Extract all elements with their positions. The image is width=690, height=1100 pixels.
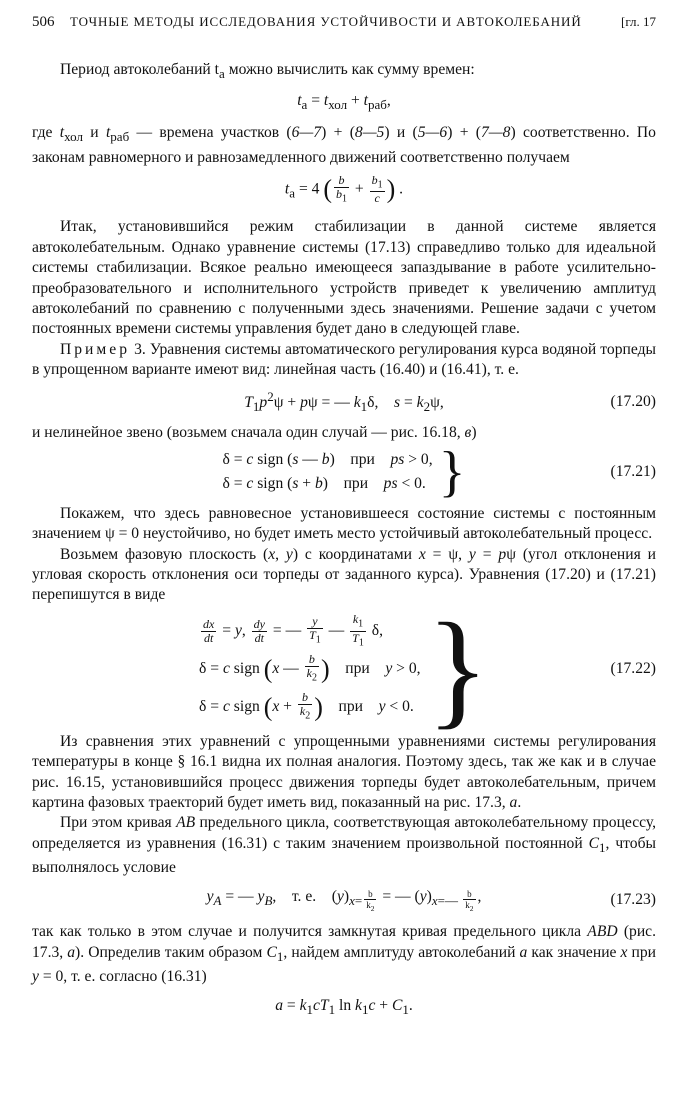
equation-17-20-body: $T_1p^2\psi + p\psi$ = — $k_1\delta$, $s = k_2\psi$, (244, 388, 444, 414)
equation-17-22-line-2: δ = c sign (x — $\frac{b}{k_2}$ ) при y > 0, (199, 652, 421, 684)
paragraph-limit-cycle: При этом кривая AB предельного цикла, соответствующая автоколебательному процессу, определяется из уравнения (16.31) с таким значением произвольной постоянной $C_1$, чтобы выполнялось условие (32, 814, 656, 877)
equation-number-17-22: (17.22) (610, 659, 656, 677)
right-brace: } (438, 440, 466, 503)
equation-17-21-line-2: δ = c sign (s + b) при ps < 0. (222, 474, 426, 492)
right-brace: } (426, 596, 489, 741)
equation-17-23 (32, 887, 656, 915)
chapter-label: [гл. 17 (621, 14, 656, 29)
paragraph-period: Период автоколебаний $t_а$ можно вычислить как сумму времен: (60, 61, 475, 82)
equation-17-21-system (222, 448, 432, 496)
paragraph-comparison: Из сравнения этих уравнений с упрощенными уравнениями системы регулирования температуры в конце § 16.1 видна их полная аналогия. Поэтому здесь, так же как и в случае рис. 16.15, установившийся процесс движения торпеды будет автоколебательным, причем картина фазовых траекторий будет иметь вид, показанный на рис. 17.3, а. (32, 732, 656, 811)
running-title: ТОЧНЫЕ МЕТОДЫ ИССЛЕДОВАНИЯ УСТОЙЧИВОСТИ И АВТОКОЛЕБАНИЙ (70, 14, 582, 29)
equation-17-22-line-1: $\frac{dx}{dt}$ = y, $\frac{dy}{dt}$ = — $\frac{y}{T_1}$ — $\frac{k_1}{T_1}$ δ, (203, 612, 383, 649)
equation-17-22-system (199, 612, 421, 726)
equation-number-17-20: (17.20) (610, 392, 656, 410)
running-header (32, 12, 656, 34)
equation-amplitude: $a = k_1cT_1$ $\ln k_1c + C_1$. (275, 996, 413, 1017)
paragraph-nonlinear: и нелинейное звено (возьмем сначала один случай — рис. 16.18, в) (32, 424, 477, 442)
paragraph-example-3: Пример 3. Уравнения системы автоматического регулирования курса водяной торпеды в упрощенном варианте имеют вид: линейная часть (16.40) и (16.41), т. е. (32, 340, 656, 379)
equation-17-22 (32, 596, 656, 741)
paragraph-intervals: где $t_{хол}$ и $t_{раб}$ — времена участков (6—7) + (8—5) и (5—6) + (7—8) соответственно. По законам равномерного и равнозамедленного движений соответственно получаем (32, 124, 656, 166)
equation-17-21-line-1: δ = c sign (s — b) при ps > 0, (222, 450, 433, 468)
paragraph-amplitude: так как только в этом случае и получится замкнутая кривая предельного цикла ABD (рис. 17.3, а). Определив таким образом $C_1$, найдем амплитуду автоколебаний a как значение x при y = 0, т. е. согласно (16.31) (32, 923, 657, 986)
equation-17-23-body: $y_A$ = — $y_B$, т. е. $(y)_{x= \frac{b}{k_2}}$ = — $(y)_{x=— \frac{b}{k_2}}$ , (206, 887, 482, 914)
paragraph-equilibrium: Покажем, что здесь равновесное установившееся состояние системы с постоянным значением ψ = 0 неустойчиво, но будет иметь место устойчивый автоколебательный процесс. (32, 504, 656, 543)
equation-17-20 (32, 387, 656, 418)
equation-number-17-21: (17.21) (610, 462, 656, 480)
equation-17-22-line-3: δ = c sign (x + $\frac{b}{k_2}$ ) при y < 0. (199, 690, 414, 722)
equation-period-sum: $t_а = t_{хол} + t_{раб}$, (297, 91, 391, 112)
equation-period-formula: $t_а = 4$ ( $\frac{b}{b_1}$ + $\frac{b_1}{c}$ ) . (284, 172, 404, 206)
paragraph-conclusion: Итак, установившийся режим стабилизации в данной системе является автоколебательным. Однако уравнение системы (17.13) справедливо только для идеальной системы стабилизации. Всякое реально имеющееся запаздывание в работе усилительно-преобразовательного и исполнительного устройств приведет к увеличению амплитуд автоколебаний по сравнению с полученными здесь значениями. Решение задачи с учетом постоянных времени системы управления будет дано в следующей главе. (32, 218, 656, 338)
equation-number-17-23: (17.23) (610, 891, 656, 909)
equation-17-21 (32, 440, 656, 503)
paragraph-phase-plane: Возьмем фазовую плоскость (x, y) с координатами x = ψ, y = pψ (угол отклонения и угловая скорость отклонения оси торпеды от заданного курса). Уравнения (17.20) и (17.21) перепишутся в виде (32, 545, 657, 604)
page-number: 506 (32, 14, 55, 30)
